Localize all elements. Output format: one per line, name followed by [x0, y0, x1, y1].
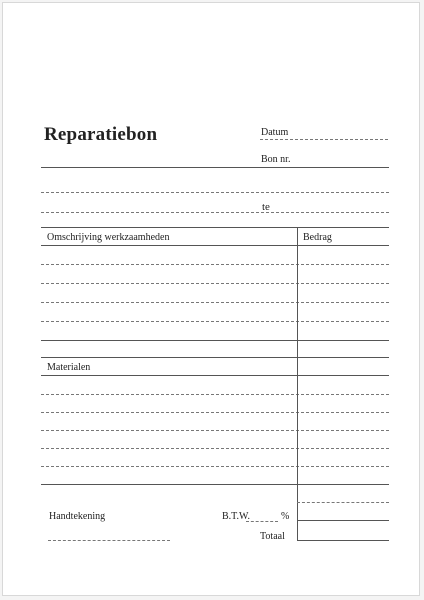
work-top-divider: [41, 227, 389, 228]
materials-line-1[interactable]: [41, 394, 389, 395]
amount-label: Bedrag: [303, 232, 332, 243]
signature-field[interactable]: [48, 540, 170, 541]
work-line-2[interactable]: [41, 283, 389, 284]
vat-percentage-field[interactable]: [246, 521, 278, 522]
materials-line-3[interactable]: [41, 430, 389, 431]
work-line-4[interactable]: [41, 321, 389, 322]
amount-column-divider: [297, 227, 298, 540]
materials-label: Materialen: [47, 362, 91, 373]
subtotal-field[interactable]: [297, 502, 389, 503]
date-label: Datum: [261, 127, 289, 138]
form-title: Reparatiebon: [44, 124, 158, 145]
percent-sign: %: [281, 511, 290, 522]
materials-top-divider: [41, 357, 389, 358]
repair-form-sheet: [2, 2, 420, 596]
work-line-3[interactable]: [41, 302, 389, 303]
materials-line-5[interactable]: [41, 466, 389, 467]
place-label: te: [262, 201, 270, 213]
work-bottom-divider: [41, 340, 389, 341]
materials-header-divider: [41, 375, 389, 376]
work-description-label: Omschrijving werkzaamheden: [47, 232, 170, 243]
vat-amount-line[interactable]: [297, 520, 389, 521]
total-amount-line[interactable]: [297, 540, 389, 541]
customer-line-1[interactable]: [41, 192, 389, 193]
customer-line-2[interactable]: [41, 212, 389, 213]
date-field[interactable]: [260, 139, 388, 140]
vat-label: B.T.W.: [222, 511, 251, 522]
total-label: Totaal: [260, 531, 285, 542]
number-label: Bon nr.: [261, 154, 291, 165]
work-header-divider: [41, 245, 389, 246]
signature-label: Handtekening: [49, 511, 106, 522]
materials-line-2[interactable]: [41, 412, 389, 413]
materials-line-4[interactable]: [41, 448, 389, 449]
header-divider: [41, 167, 389, 168]
work-line-1[interactable]: [41, 264, 389, 265]
materials-bottom-divider: [41, 484, 389, 485]
